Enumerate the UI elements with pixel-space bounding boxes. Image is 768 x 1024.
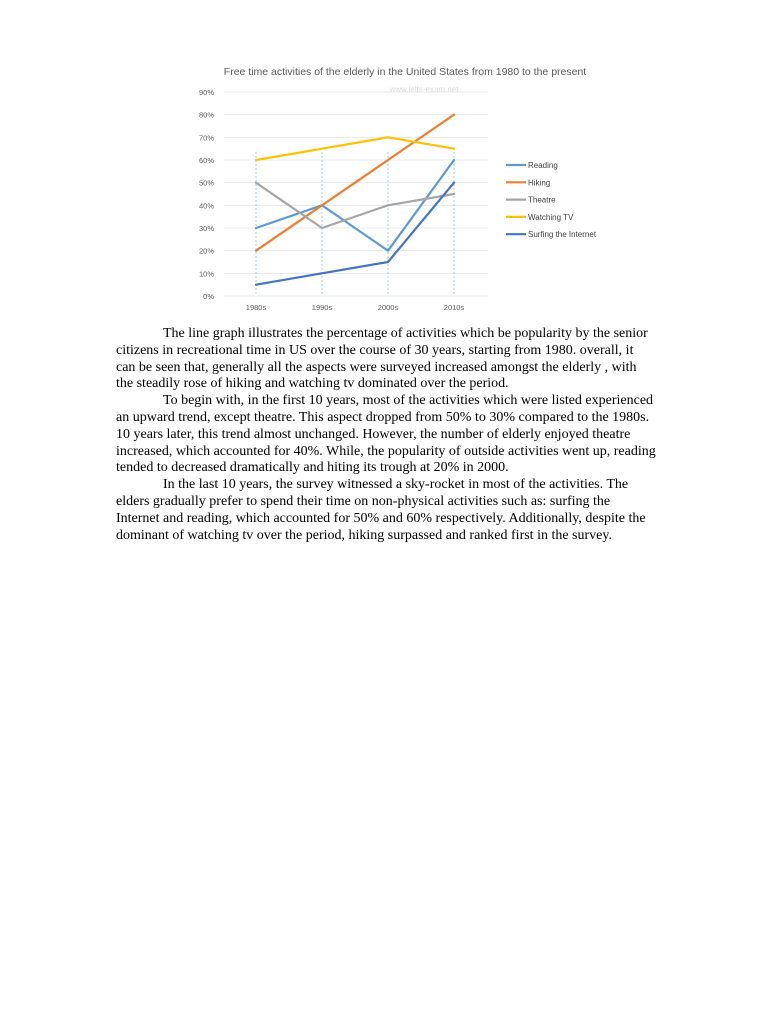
y-tick-label: 10% <box>198 269 214 279</box>
chart-title: Free time activities of the elderly in the United States from 1980 to the present <box>223 66 587 78</box>
x-tick-label: 2000s <box>377 303 399 312</box>
chart-watermark: www.ielts-exam.net <box>389 85 459 94</box>
essay-paragraph-1: The line graph illustrates the percentage of activities which be popularity by the senior citizens in recreational time in US over the course of 30 years, starting from 1980. overall, it can be seen that, generally all the aspects were surveyed increased amongst the elderly , with the steadily rose of hiking and watching tv dominated over the period. <box>116 326 648 392</box>
legend-label: Hiking <box>528 178 551 188</box>
y-tick-label: 40% <box>198 201 214 211</box>
y-axis <box>199 88 214 301</box>
chart-legend <box>506 161 597 239</box>
line-chart <box>188 60 628 320</box>
essay-paragraph-3: In the last 10 years, the survey witnessed a sky-rocket in most of the activities. The elders gradually prefer to spend their time on non-physical activities such as: surfing the Internet and reading, which accounted for 50% and 60% respectively. Additionally, despite the dominant of watching tv over the period, hiking surpassed and ranked first in the survey. <box>116 477 646 543</box>
legend-label: Theatre <box>528 195 556 205</box>
y-tick-label: 80% <box>198 110 214 120</box>
x-tick-label: 1990s <box>311 303 333 312</box>
legend-label: Surfing the Internet <box>528 230 597 240</box>
y-tick-label: 90% <box>198 88 214 97</box>
x-tick-label: 1980s <box>245 303 267 312</box>
y-tick-label: 60% <box>198 156 214 165</box>
y-tick-label: 50% <box>198 178 214 188</box>
y-tick-label: 70% <box>198 133 214 143</box>
y-tick-label: 0% <box>203 292 214 301</box>
plot-area <box>256 115 454 285</box>
x-tick-label: 2010s <box>443 303 465 312</box>
series-line <box>256 183 454 285</box>
y-tick-label: 30% <box>198 224 214 233</box>
essay-body <box>116 326 656 544</box>
essay-paragraph-2: To begin with, in the first 10 years, most of the activities which were listed experienced an upward trend, except theatre. This aspect dropped from 50% to 30% compared to the 1980s. 10 years later, this trend almost unchanged. However, the number of elderly enjoyed theatre increased, which accounted for 40%. While, the popularity of outside activities went up, reading tended to decreased dramatically and hiting its trough at 20% in 2000. <box>116 393 656 476</box>
legend-label: Watching TV <box>528 212 574 222</box>
x-axis <box>246 303 465 312</box>
series-line <box>256 137 454 160</box>
y-tick-label: 20% <box>198 246 214 256</box>
legend-label: Reading <box>528 161 558 170</box>
